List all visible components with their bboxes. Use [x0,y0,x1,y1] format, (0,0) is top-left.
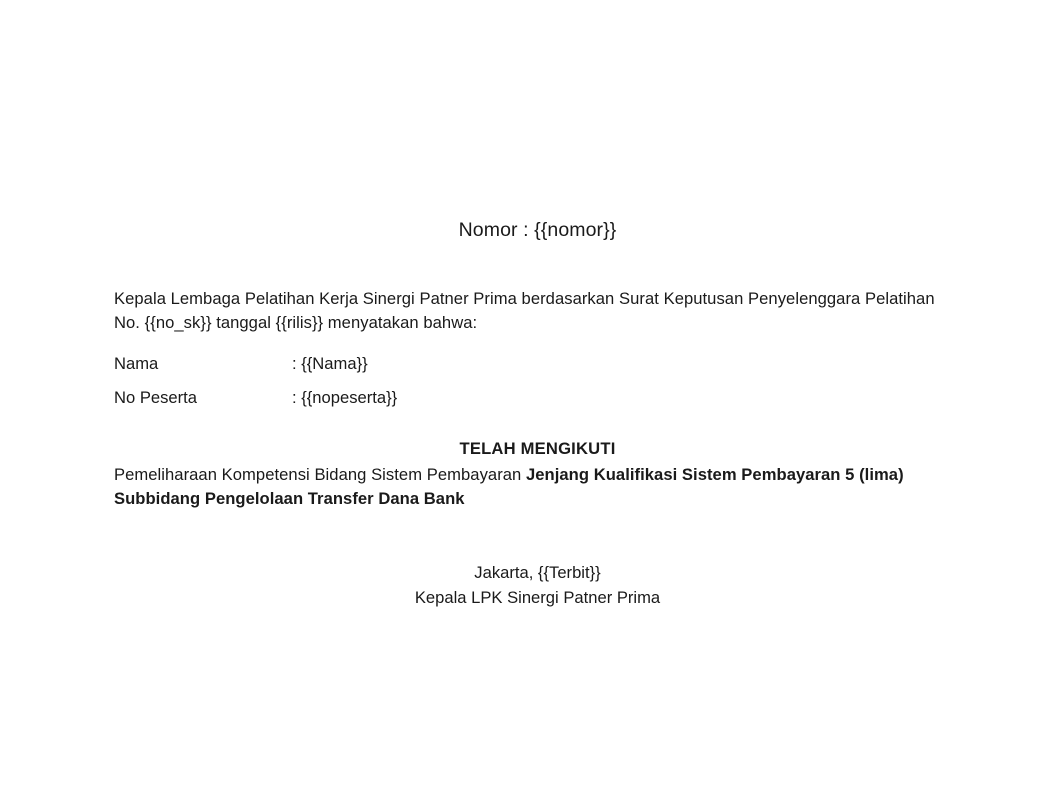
field-label-nama: Nama [114,353,159,373]
field-row-no-peserta [114,386,961,410]
field-row-nama [114,352,961,376]
document-number-heading: Nomor : {{nomor}} [458,219,617,241]
closing-place-date: Jakarta, {{Terbit}} [474,562,601,582]
program-paragraph [114,463,961,512]
field-label-no-peserta: No Peserta [114,388,198,408]
field-value-no-peserta: : {{nopeserta}} [292,388,398,408]
intro-paragraph: Kepala Lembaga Pelatihan Kerja Sinergi Patner Prima berdasarkan Surat Keputusan Penyelenggara Pelatihan No. {{no_sk}} tanggal {{rilis}} menyatakan bahwa: [114,288,935,333]
document-body [114,218,961,610]
program-paragraph-regular: Pemeliharaan Kompetensi Bidang Sistem Pembayaran [114,464,526,484]
closing-block [114,560,961,610]
field-value-nama: : {{Nama}} [292,353,368,373]
section-heading-telah-mengikuti: TELAH MENGIKUTI [459,438,616,458]
closing-signer-title: Kepala LPK Sinergi Patner Prima [414,587,661,607]
program-paragraph-bold: Jenjang Kualifikasi Sistem Pembayaran 5 (lima) Subbidang Pengelolaan Transfer Dana Bank [114,464,904,509]
